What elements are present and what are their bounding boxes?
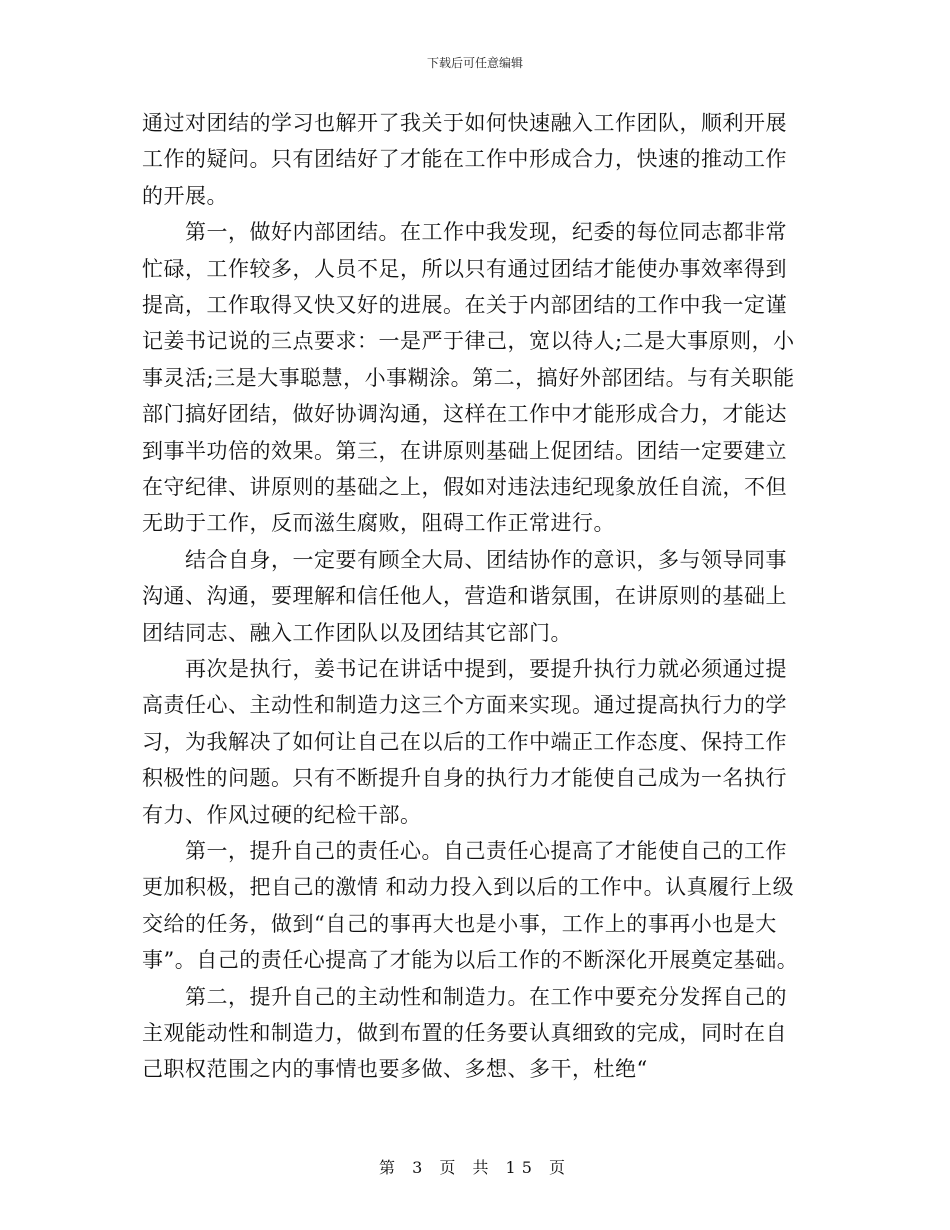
- text-line: 己职权范围之内的事情也要多做、多想、多干，杜绝“: [142, 1057, 648, 1082]
- text-line: 更加积极，把自己的激情 和动力投入到以后的工作中。认真履行上级: [142, 875, 795, 900]
- text-line: 的开展。: [142, 183, 228, 208]
- text-line: 事”。自己的责任心提高了才能为以后工作的不断深化开展奠定基础。: [142, 948, 799, 973]
- text-line: 习，为我解决了如何让自己在以后的工作中端正工作态度、保持工作: [142, 729, 787, 754]
- text-line: 第一，提升自己的责任心。自己责任心提高了才能使自己的工作: [142, 839, 787, 863]
- text-line: 事灵活;三是大事聪慧，小事糊涂。第二，搞好外部团结。与有关职能: [142, 365, 795, 390]
- text-line: 再次是执行，姜书记在讲话中提到，要提升执行力就必须通过提: [142, 657, 787, 681]
- text-line: 团结同志、融入工作团队以及团结其它部门。: [142, 620, 572, 645]
- page-footer: 第 3 页 共 15 页: [379, 1158, 571, 1177]
- text-line: 记姜书记说的三点要求：一是严于律己，宽以待人;二是大事原则，小: [142, 329, 795, 354]
- text-line: 主观能动性和制造力，做到布置的任务要认真细致的完成，同时在自: [142, 1021, 787, 1045]
- text-line: 积极性的问题。只有不断提升自身的执行力才能使自己成为一名执行: [142, 766, 787, 791]
- text-line: 工作的疑问。只有团结好了才能在工作中形成合力，快速的推动工作: [142, 147, 787, 172]
- text-line: 结合自身，一定要有顾全大局、团结协作的意识，多与领导同事: [142, 547, 787, 572]
- text-line: 沟通、沟通，要理解和信任他人，营造和谐氛围，在讲原则的基础上: [142, 584, 787, 609]
- text-line: 第二，提升自己的主动性和制造力。在工作中要充分发挥自己的: [142, 984, 787, 1009]
- text-line: 无助于工作，反而滋生腐败，阻碍工作正常进行。: [142, 511, 615, 536]
- text-line: 提高，工作取得又快又好的进展。在关于内部团结的工作中我一定谨: [142, 293, 787, 317]
- header-note: 下载后可任意编辑: [426, 56, 523, 70]
- text-line: 第一，做好内部团结。在工作中我发现，纪委的每位同志都非常: [142, 220, 787, 245]
- text-line: 交给的任务，做到“自己的事再大也是小事，工作上的事再小也是大: [142, 911, 777, 936]
- text-line: 高责任心、主动性和制造力这三个方面来实现。通过提高执行力的学: [142, 693, 787, 718]
- text-line: 有力、作风过硬的纪检干部。: [142, 802, 422, 827]
- text-line: 到事半功倍的效果。第三，在讲原则基础上促团结。团结一定要建立: [142, 438, 787, 463]
- text-line: 在守纪律、讲原则的基础之上，假如对违法违纪现象放任自流，不但: [142, 475, 787, 499]
- text-line: 部门搞好团结，做好协调沟通，这样在工作中才能形成合力，才能达: [142, 402, 787, 427]
- text-line: 通过对团结的学习也解开了我关于如何快速融入工作团队，顺利开展: [142, 111, 787, 135]
- text-line: 忙碌，工作较多，人员不足，所以只有通过团结才能使办事效率得到: [142, 256, 787, 281]
